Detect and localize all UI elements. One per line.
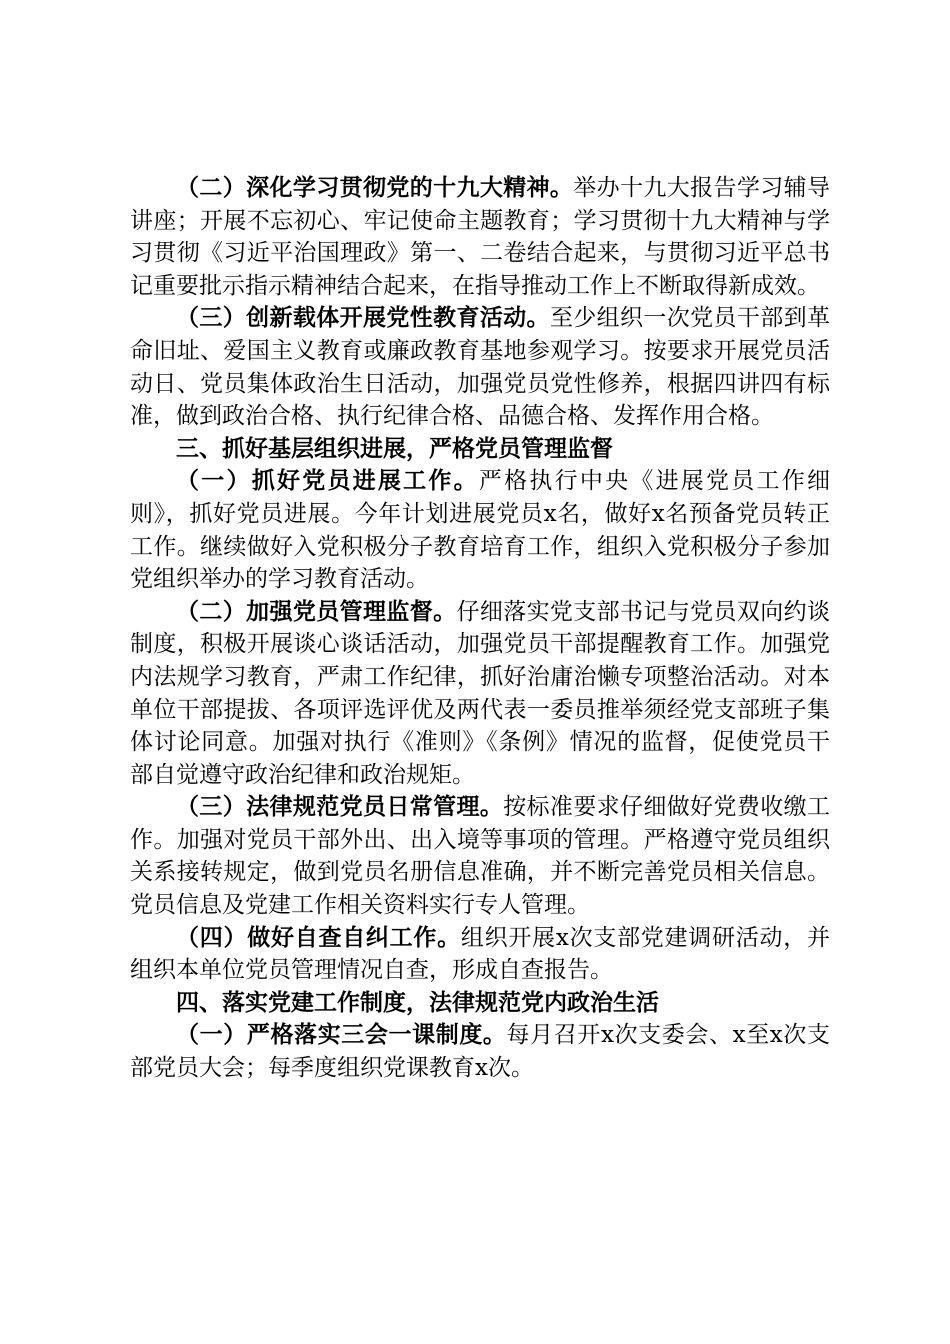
paragraph-body: 严格执行中央《进展党员工作细则》，抓好党员进展。今年计划进展党员x名，做好x名预备党员转正工作。继续做好入党积极分子教育培育工作，组织入党积极分子参加党组织举办的学习教育活动。 — [130, 468, 831, 593]
section-heading-four: 四、落实党建工作制度，法律规范党内政治生活 — [176, 989, 659, 1016]
paragraph-lead: （二）加强党员管理监督。 — [176, 598, 457, 625]
paragraph-body: 举办十九大报告学习辅导讲座；开展不忘初心、牢记使命主题教育；学习贯彻十九大精神与学习贯彻《习近平治国理政》第一、二卷结合起来，与贯彻习近平总书记重要批示指示精神结合起来，在指导推动工作上不断取得新成效。 — [130, 175, 831, 299]
paragraph-member-supervision — [130, 596, 830, 792]
paragraph-self-inspection — [130, 922, 830, 987]
paragraph-body: 组织开展x次支部党建调研活动，并组织本单位党员管理情况自查，形成自查报告。 — [130, 924, 830, 984]
paragraph-member-development — [130, 465, 830, 595]
paragraph-three-meetings-one-lesson — [130, 1019, 830, 1084]
paragraph-body: 仔细落实党支部书记与党员双向约谈制度，积极开展谈心谈话活动，加强党员干部提醒教育工作。加强党内法规学习教育，严肃工作纪律，抓好治庸治懒专项整治活动。对本单位干部提拔、各项评选评优及两代表一委员推举须经党支部班子集体讨论同意。加强对执行《准则》《条例》情况的监督，促使党员干部自觉遵守政治纪律和政治规矩。 — [130, 598, 831, 788]
paragraph-body: 每月召开x次支委会、x至x次支部党员大会；每季度组织党课教育x次。 — [130, 1022, 830, 1082]
paragraph-lead: （一）抓好党员进展工作。 — [176, 468, 479, 495]
paragraph-lead: （四）做好自查自纠工作。 — [176, 924, 461, 951]
paragraph-body: 按标准要求仔细做好党费收缴工作。加强对党员干部外出、出入境等事项的管理。严格遵守党员组织关系接转规定，做到党员名册信息准确，并不断完善党员相关信息。党员信息及党建工作相关资料实行专人管理。 — [130, 794, 831, 919]
paragraph-daily-management — [130, 791, 830, 921]
paragraph-body: 至少组织一次党员干部到革命旧址、爱国主义教育或廉政教育基地参观学习。按要求开展党员活动日、党员集体政治生日活动，加强党员党性修养，根据四讲四有标准，做到政治合格、执行纪律合格、品德合格、发挥作用合格。 — [130, 305, 831, 430]
paragraph-study-19th-congress — [130, 172, 830, 302]
paragraph-lead: （二）深化学习贯彻党的十九大精神。 — [176, 175, 574, 201]
paragraph-lead: （三）法律规范党员日常管理。 — [176, 794, 504, 821]
document-page — [130, 172, 830, 1085]
section-heading-three: 三、抓好基层组织进展，严格党员管理监督 — [176, 435, 613, 462]
paragraph-party-education-activities — [130, 302, 830, 432]
paragraph-lead: （一）严格落实三会一课制度。 — [176, 1022, 507, 1049]
paragraph-lead: （三）创新载体开展党性教育活动。 — [176, 305, 550, 332]
